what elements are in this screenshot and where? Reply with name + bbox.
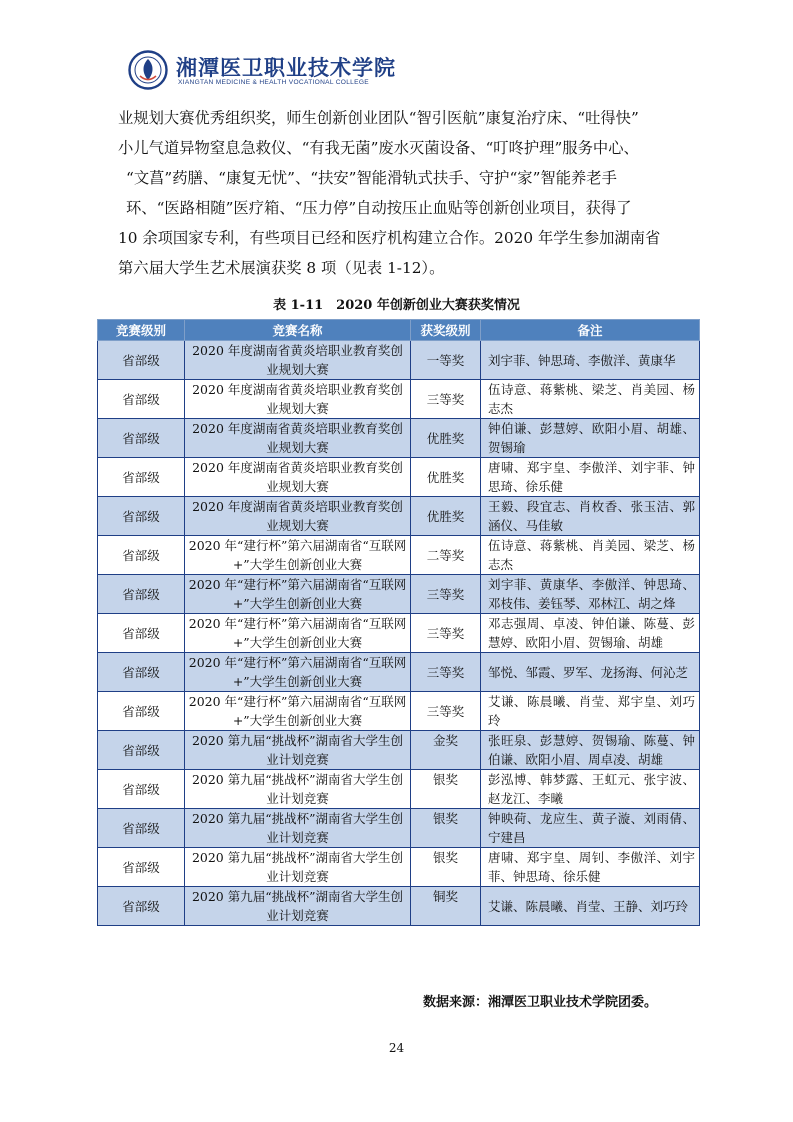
cell-note: 钟映荷、龙应生、黄子漩、刘雨倩、宁建昌 — [481, 809, 700, 848]
cell-name: 2020 年度湖南省黄炎培职业教育奖创业规划大赛 — [185, 458, 411, 497]
body-paragraph — [118, 103, 686, 283]
table-row — [98, 497, 700, 536]
cell-level: 省部级 — [98, 575, 185, 614]
school-name-english: XIANGTAN MEDICINE & HEALTH VOCATIONAL COLLEGE — [178, 79, 369, 86]
table-row — [98, 809, 700, 848]
cell-award: 银奖 — [411, 770, 481, 809]
cell-note: 艾谦、陈晨曦、肖莹、郑宇皇、刘巧玲 — [481, 692, 700, 731]
cell-note: 艾谦、陈晨曦、肖莹、王静、刘巧玲 — [481, 887, 700, 926]
cell-level: 省部级 — [98, 341, 185, 380]
cell-award: 优胜奖 — [411, 497, 481, 536]
cell-note: 唐啸、郑宇皇、李傲洋、刘宇菲、钟思琦、徐乐健 — [481, 458, 700, 497]
cell-note: 刘宇菲、钟思琦、李傲洋、黄康华 — [481, 341, 700, 380]
cell-name: 2020 第九届“挑战杯”湖南省大学生创业计划竞赛 — [185, 809, 411, 848]
school-logo-icon — [128, 50, 168, 90]
cell-level: 省部级 — [98, 848, 185, 887]
column-header-award: 获奖级别 — [411, 320, 481, 341]
paragraph-line: 业规划大赛优秀组织奖，师生创新创业团队“智引医航”康复治疗床、“吐得快” — [118, 109, 639, 127]
cell-level: 省部级 — [98, 653, 185, 692]
cell-name: 2020 第九届“挑战杯”湖南省大学生创业计划竞赛 — [185, 770, 411, 809]
table-row — [98, 341, 700, 380]
paragraph-line: 第六届大学生艺术展演获奖 8 项（见表 1-12）。 — [118, 259, 445, 277]
table-row — [98, 731, 700, 770]
awards-table — [97, 319, 700, 926]
data-source-note: 数据来源：湘潭医卫职业技术学院团委。 — [423, 995, 658, 1010]
column-header-level: 竞赛级别 — [98, 320, 185, 341]
cell-award: 银奖 — [411, 848, 481, 887]
cell-level: 省部级 — [98, 614, 185, 653]
paragraph-line: 小儿气道异物窒息急救仪、“有我无菌”废水灭菌设备、“叮咚护理”服务中心、 — [118, 139, 639, 157]
cell-award: 三等奖 — [411, 653, 481, 692]
cell-level: 省部级 — [98, 809, 185, 848]
table-row — [98, 380, 700, 419]
cell-note: 伍诗意、蒋紫桃、梁芝、肖美园、杨志杰 — [481, 380, 700, 419]
cell-level: 省部级 — [98, 887, 185, 926]
cell-note: 伍诗意、蒋紫桃、肖美园、梁芝、杨志杰 — [481, 536, 700, 575]
cell-award: 优胜奖 — [411, 419, 481, 458]
cell-note: 唐啸、郑宇皇、周钊、李傲洋、刘宇菲、钟思琦、徐乐健 — [481, 848, 700, 887]
paragraph-line: 环、“医路相随”医疗箱、“压力停”自动按压止血贴等创新创业项目，获得了 — [126, 199, 632, 217]
school-header — [128, 50, 428, 94]
table-row — [98, 575, 700, 614]
cell-award: 三等奖 — [411, 380, 481, 419]
cell-level: 省部级 — [98, 380, 185, 419]
table-row — [98, 653, 700, 692]
cell-name: 2020 年“建行杯”第六届湖南省“互联网+”大学生创新创业大赛 — [185, 614, 411, 653]
cell-note: 邓志强周、卓凌、钟伯谦、陈蔓、彭慧婷、欧阳小眉、贺锡瑜、胡雄 — [481, 614, 700, 653]
cell-name: 2020 年度湖南省黄炎培职业教育奖创业规划大赛 — [185, 341, 411, 380]
school-name: 湘潭医卫职业技术学院 — [176, 55, 396, 80]
cell-name: 2020 年度湖南省黄炎培职业教育奖创业规划大赛 — [185, 419, 411, 458]
cell-award: 优胜奖 — [411, 458, 481, 497]
table-row — [98, 614, 700, 653]
cell-note: 王毅、段宜志、肖枚香、张玉洁、郭涵仪、马佳敏 — [481, 497, 700, 536]
cell-name: 2020 年“建行杯”第六届湖南省“互联网+”大学生创新创业大赛 — [185, 536, 411, 575]
table-row — [98, 887, 700, 926]
cell-name: 2020 年“建行杯”第六届湖南省“互联网+”大学生创新创业大赛 — [185, 692, 411, 731]
table-row — [98, 419, 700, 458]
cell-level: 省部级 — [98, 770, 185, 809]
cell-award: 三等奖 — [411, 692, 481, 731]
cell-note: 彭泓博、韩梦露、王虹元、张宇波、赵龙江、李曦 — [481, 770, 700, 809]
cell-level: 省部级 — [98, 497, 185, 536]
column-header-note: 备注 — [481, 320, 700, 341]
cell-award: 三等奖 — [411, 575, 481, 614]
cell-name: 2020 第九届“挑战杯”湖南省大学生创业计划竞赛 — [185, 848, 411, 887]
table-header-row — [98, 320, 700, 341]
table-row — [98, 458, 700, 497]
cell-level: 省部级 — [98, 731, 185, 770]
table-title: 表 1-11 2020 年创新创业大赛获奖情况 — [273, 298, 520, 313]
table-row — [98, 848, 700, 887]
cell-name: 2020 年度湖南省黄炎培职业教育奖创业规划大赛 — [185, 380, 411, 419]
cell-level: 省部级 — [98, 536, 185, 575]
cell-level: 省部级 — [98, 458, 185, 497]
cell-note: 刘宇菲、黄康华、李傲洋、钟思琦、邓枝伟、姜钰琴、邓林江、胡之烽 — [481, 575, 700, 614]
cell-name: 2020 第九届“挑战杯”湖南省大学生创业计划竞赛 — [185, 887, 411, 926]
cell-name: 2020 第九届“挑战杯”湖南省大学生创业计划竞赛 — [185, 731, 411, 770]
page-number: 24 — [388, 1041, 405, 1055]
cell-award: 一等奖 — [411, 341, 481, 380]
table-row — [98, 692, 700, 731]
cell-award: 二等奖 — [411, 536, 481, 575]
table-row — [98, 770, 700, 809]
cell-name: 2020 年“建行杯”第六届湖南省“互联网+”大学生创新创业大赛 — [185, 653, 411, 692]
cell-name: 2020 年度湖南省黄炎培职业教育奖创业规划大赛 — [185, 497, 411, 536]
column-header-name: 竞赛名称 — [185, 320, 411, 341]
cell-level: 省部级 — [98, 419, 185, 458]
table-row — [98, 536, 700, 575]
cell-note: 钟伯谦、彭慧婷、欧阳小眉、胡雄、贺锡瑜 — [481, 419, 700, 458]
cell-award: 铜奖 — [411, 887, 481, 926]
cell-award: 银奖 — [411, 809, 481, 848]
cell-note: 张旺泉、彭慧婷、贺锡瑜、陈蔓、钟伯谦、欧阳小眉、周卓凌、胡雄 — [481, 731, 700, 770]
paragraph-line: 10 余项国家专利，有些项目已经和医疗机构建立合作。2020 年学生参加湖南省 — [118, 229, 661, 247]
paragraph-line: “文菖”药膳、“康复无忧”、“扶安”智能滑轨式扶手、守护“家”智能养老手 — [126, 169, 617, 187]
cell-award: 三等奖 — [411, 614, 481, 653]
cell-level: 省部级 — [98, 692, 185, 731]
cell-note: 邹悦、邹霞、罗军、龙扬海、何沁芝 — [481, 653, 700, 692]
cell-name: 2020 年“建行杯”第六届湖南省“互联网+”大学生创新创业大赛 — [185, 575, 411, 614]
cell-award: 金奖 — [411, 731, 481, 770]
